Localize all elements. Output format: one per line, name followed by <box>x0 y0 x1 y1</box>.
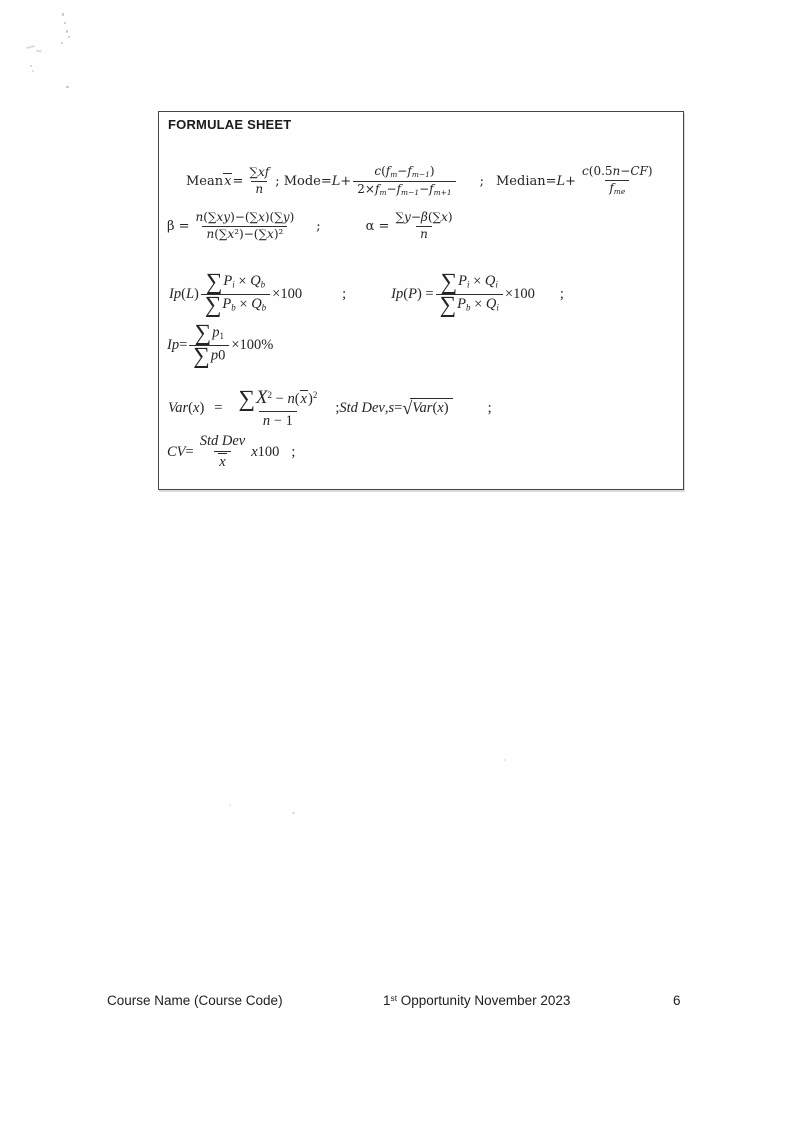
scan-noise-speck <box>292 812 295 814</box>
scan-noise-speck <box>229 804 231 806</box>
footer-opportunity-date: 1st Opportunity November 2023 <box>383 993 571 1008</box>
footer-page-number: 6 <box>673 993 681 1008</box>
scan-noise-speck <box>66 30 68 33</box>
scan-noise-speck <box>26 45 35 49</box>
scan-noise-speck <box>66 86 69 88</box>
scan-noise-speck <box>30 65 32 67</box>
formula-row-price-index: Ip = $\sum p_1$ ∑p0 ×100% <box>167 319 274 369</box>
scan-noise-speck <box>64 22 66 24</box>
formula-row-mean-mode-median: Mean x = ∑xf n ; Mode= L + $c(f_m-f_{m-1})$ $2\times f_m-f_{m-1}-f_{m+1}$ ; Median= L + c(0.5n−CF) $f_{me}$ <box>186 163 653 197</box>
formula-row-laspeyres-paasche-index: Ip ( L ) $\sum P_i \times Q_b$ $\sum P_b \times Q_b$ ×100 ; Ip ( P ) = $\sum P_i \times Q_i$ $\sum P_b \times Q_i$ ×100 ; <box>169 268 564 318</box>
scan-noise-speck <box>62 13 64 16</box>
scan-noise-speck <box>68 36 70 38</box>
footer-course-name: Course Name (Course Code) <box>107 993 283 1008</box>
scan-noise-speck <box>36 49 42 52</box>
formula-row-beta-alpha: β = n(∑xy)−(∑x)(∑y) n(∑x²)−(∑x)² ; α = ∑y−β(∑x) n <box>167 209 453 241</box>
formula-sheet-box <box>158 111 684 490</box>
scan-noise-speck <box>504 759 506 761</box>
page-footer <box>0 993 794 1013</box>
formula-row-variance-stddev: Var ( x ) = $\sum X^2 - n(x)^2$ n − 1 ; Std Dev , s = √Var(x) ; <box>168 386 492 429</box>
scan-noise-speck <box>61 42 63 44</box>
scan-noise-speck <box>32 70 34 72</box>
formula-sheet-title: FORMULAE SHEET <box>168 117 292 132</box>
formula-row-coefficient-of-variation: CV = Std Dev x x 100 ; <box>167 433 296 470</box>
